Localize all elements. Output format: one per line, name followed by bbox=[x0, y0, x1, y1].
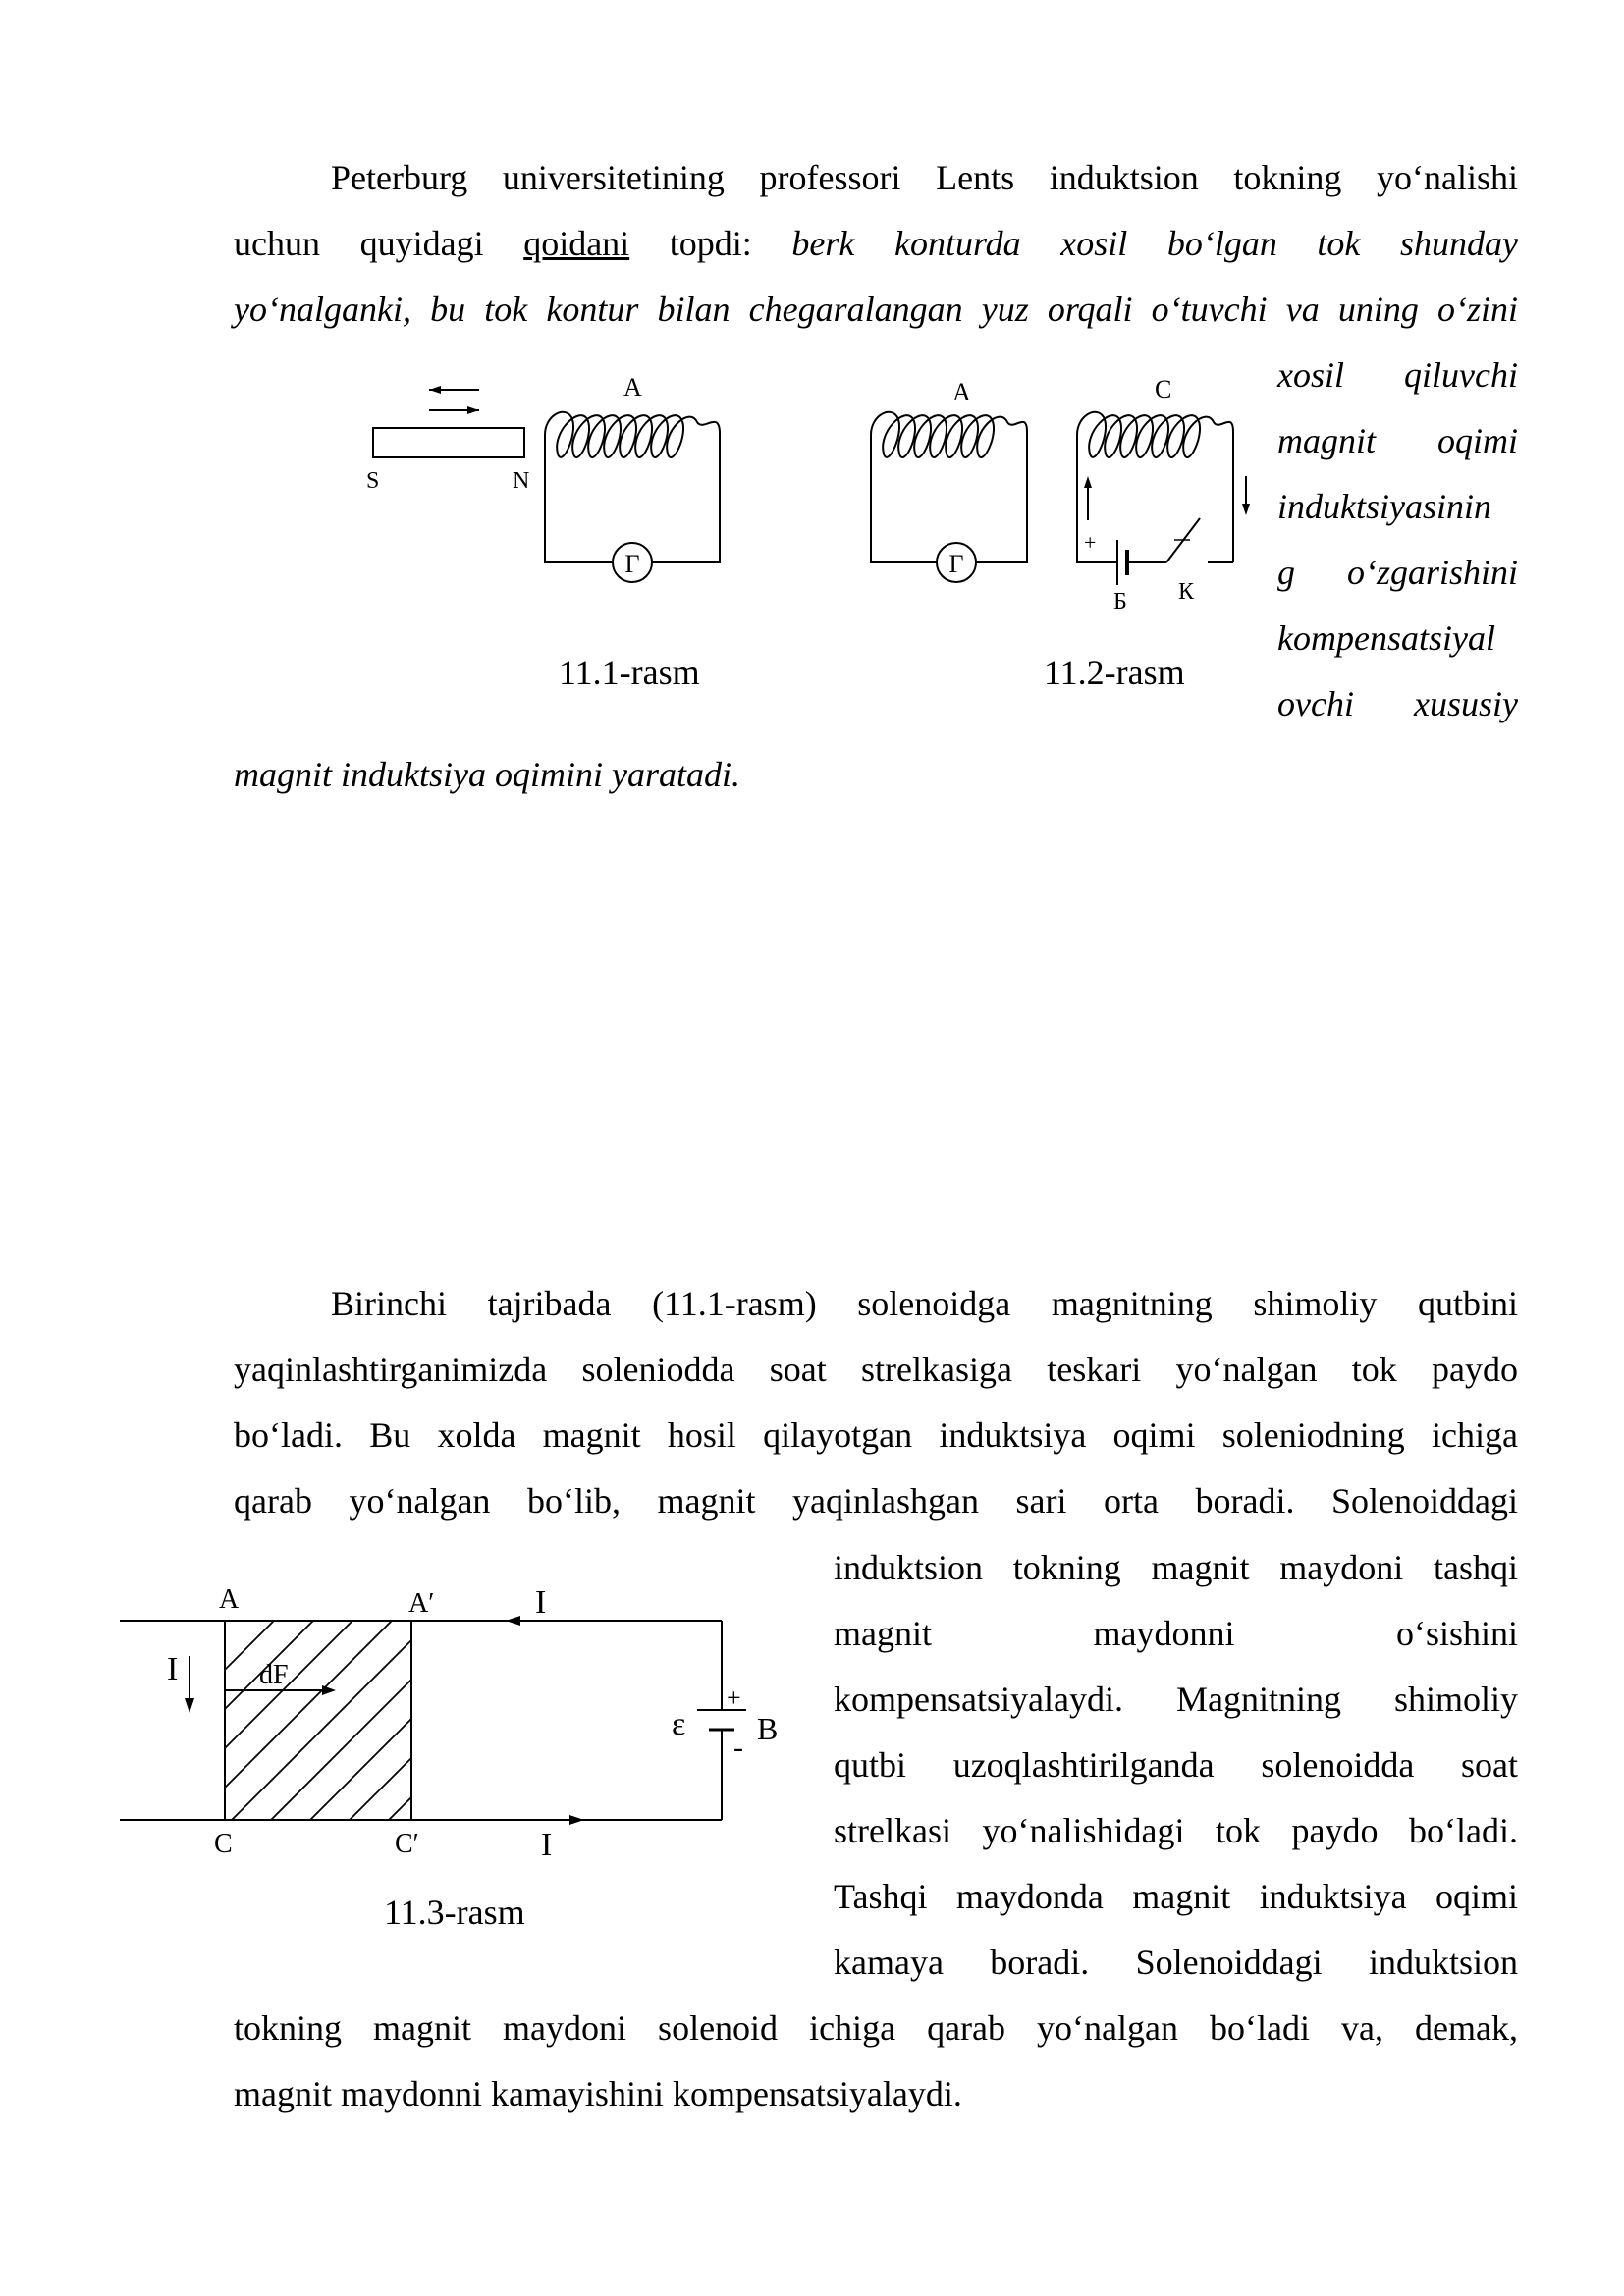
fig3-label-a2: A′ bbox=[408, 1588, 435, 1619]
para1-side-line-3: induktsiyasinin bbox=[1277, 487, 1491, 526]
para1-side-line-6: ovchi xususiy bbox=[1277, 684, 1518, 723]
fig2-battery-label: Б bbox=[1113, 589, 1127, 614]
para1-italic-text: berk konturda xosil bo‘lgan tok shunday bbox=[791, 224, 1519, 263]
magnet-bar bbox=[373, 428, 524, 457]
coil-a2-icon bbox=[871, 412, 1027, 461]
para2-side-line-6: Tashqi maydonda magnit induktsiya oqimi bbox=[834, 1877, 1518, 1916]
arrow-right-icon bbox=[569, 1815, 584, 1825]
fig3-label-eps: ε bbox=[672, 1706, 686, 1742]
para1-line-2 bbox=[234, 222, 1518, 265]
fig1-caption: 11.1-rasm bbox=[559, 653, 700, 692]
fig1-label-n: N bbox=[513, 468, 530, 494]
para2-line-3: bo‘ladi. Bu xolda magnit hosil qilayotgan induktsiya oqimi soleniodning ichiga bbox=[234, 1415, 1518, 1455]
fig3-label-i-left: I bbox=[167, 1651, 179, 1687]
fig1-label-s: S bbox=[366, 468, 380, 494]
fig3-label-df: dF bbox=[259, 1660, 289, 1690]
fig3-label-a: A bbox=[219, 1584, 240, 1615]
fig2-label-a: A bbox=[952, 378, 971, 406]
fig1-diagram bbox=[373, 386, 720, 582]
fig2-diagram bbox=[871, 412, 1250, 585]
para1-side-line-2: magnit oqimi bbox=[1277, 421, 1518, 460]
fig3-label-b: B bbox=[757, 1711, 779, 1746]
fig2-label-c: C bbox=[1155, 375, 1172, 403]
fig3-plus: + bbox=[727, 1683, 741, 1712]
para1-line-1: Peterburg universitetining professori Lents induktsion tokning yo‘nalishi bbox=[331, 158, 1518, 197]
fig3-label-i-bottom: I bbox=[541, 1827, 553, 1863]
fig2-plus: + bbox=[1084, 530, 1097, 555]
fig1-label-a: A bbox=[623, 373, 642, 401]
para2-side-line-5: strelkasi yo‘nalishidagi tok paydo bo‘ladi. bbox=[834, 1811, 1518, 1850]
fig2-galv-label: Г bbox=[948, 550, 964, 578]
hatched-area bbox=[225, 1621, 627, 2023]
para2-line-2: yaqinlashtirganimizda soleniodda soat strelkasiga teskari yo‘nalgan tok paydo bbox=[234, 1350, 1518, 1389]
fig2-key-label: К bbox=[1178, 579, 1195, 605]
para1-side-line-1: xosil qiluvchi bbox=[1277, 355, 1518, 395]
galvanometer-2-icon bbox=[937, 543, 976, 582]
fig3-diagram bbox=[120, 1616, 746, 2023]
rule-link-text: qoidani bbox=[523, 224, 630, 263]
galvanometer-icon bbox=[613, 543, 652, 582]
para2-side-line-2: magnit maydonni o‘sishini bbox=[834, 1614, 1518, 1653]
fig3-label-i-top: I bbox=[535, 1584, 547, 1621]
para2-side-line-1: induktsion tokning magnit maydoni tashqi bbox=[834, 1548, 1518, 1587]
para2-side-line-3: kompensatsiyalaydi. Magnitning shimoliy bbox=[834, 1680, 1518, 1719]
coil-a-icon bbox=[545, 412, 720, 461]
para1-side-line-4: g o‘zgarishini bbox=[1277, 553, 1518, 592]
para2-side-line-7: kamaya boradi. Solenoiddagi induktsion bbox=[834, 1943, 1518, 1982]
key-switch-icon bbox=[1166, 518, 1200, 562]
para2-line-6: magnit maydonni kamayishini kompensatsiyalaydi. bbox=[234, 2074, 962, 2113]
para1-side-line-5: kompensatsiyal bbox=[1277, 618, 1495, 658]
coil-c-icon bbox=[1077, 412, 1233, 461]
arrow-left-icon bbox=[506, 1616, 520, 1626]
fig1-galv-label: Г bbox=[624, 550, 640, 578]
para2-line-5: tokning magnit maydoni solenoid ichiga qarab yo‘nalgan bo‘ladi va, demak, bbox=[234, 2008, 1518, 2048]
para2-line-4: qarab yo‘nalgan bo‘lib, magnit yaqinlashgan sari orta boradi. Solenoiddagi bbox=[234, 1481, 1518, 1521]
para2-line-1: Birinchi tajribada (11.1-rasm) solenoidga magnitning shimoliy qutbini bbox=[331, 1284, 1518, 1323]
para1-text: topdi: bbox=[669, 224, 752, 263]
para1-line-3: yo‘nalganki, bu tok kontur bilan chegaralangan yuz orqali o‘tuvchi va uning o‘zini bbox=[234, 290, 1518, 329]
para2-side-line-4: qutbi uzoqlashtirilganda solenoidda soat bbox=[834, 1745, 1518, 1785]
fig3-label-c: C bbox=[214, 1829, 233, 1859]
fig2-caption: 11.2-rasm bbox=[1044, 653, 1185, 692]
para1-last-line: magnit induktsiya oqimini yaratadi. bbox=[234, 755, 740, 794]
fig3-label-c2: C′ bbox=[395, 1829, 419, 1859]
fig3-caption: 11.3-rasm bbox=[384, 1893, 525, 1932]
para1-text: uchun quyidagi bbox=[234, 224, 484, 263]
fig3-minus: - bbox=[733, 1732, 743, 1764]
